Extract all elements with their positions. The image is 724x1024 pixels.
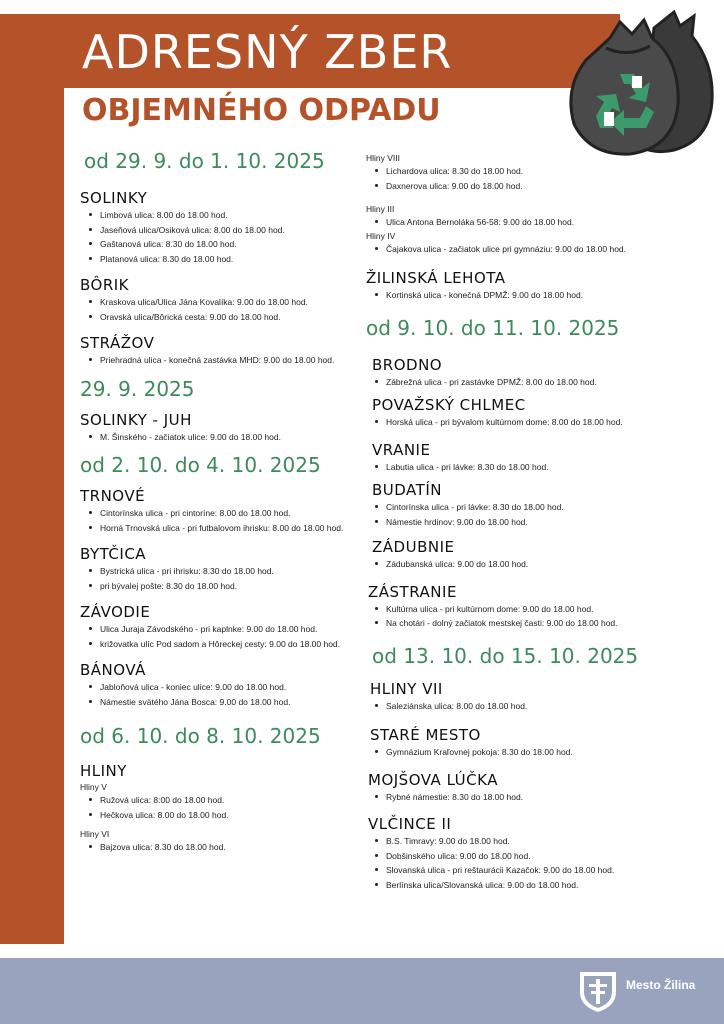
city-name: Mesto Žilina (626, 978, 696, 992)
district-name: BRODNO (372, 355, 443, 374)
page-title: ADRESNÝ ZBER (82, 25, 453, 79)
list-item: Cintorínska ulica - pri cintoríne: 8.00 do 18.00 hod. (80, 506, 360, 521)
location-list (366, 215, 706, 230)
list-item: Na chotári - dolný začiatok mestskej časti: 9.00 do 18.00 hod. (366, 616, 706, 631)
subdistrict-label: Hliny V (80, 782, 107, 792)
district-name: ŽILINSKÁ LEHOTA (366, 269, 506, 287)
list-item: Lichardova ulica: 8.30 do 18.00 hod. (366, 164, 706, 179)
list-item: Kortinská ulica - konečná DPMŽ: 9.00 do 18.00 hod. (366, 288, 706, 303)
district-name: STARÉ MESTO (370, 726, 481, 744)
list-item: Limbová ulica: 8.00 do 18.00 hod. (80, 208, 360, 223)
location-list (366, 164, 706, 193)
district-name: MOJŠOVA LÚČKA (368, 770, 498, 789)
list-item: Cintorínska ulica - pri lávke: 8.30 do 18.00 hod. (366, 500, 706, 515)
list-item: Labutia ulica - pri lávke: 8.30 do 18.00 hod. (366, 460, 706, 475)
location-list (366, 415, 706, 430)
location-list (366, 500, 706, 529)
location-list (366, 745, 706, 760)
location-list (80, 622, 360, 651)
district-name: STRÁŽOV (80, 334, 155, 352)
location-list (80, 506, 360, 535)
recycle-bag-icon (562, 8, 718, 160)
district-name: SOLINKY (80, 189, 148, 207)
period-date: od 13. 10. do 15. 10. 2025 (372, 643, 639, 668)
district-name: ZÁVODIE (80, 603, 151, 621)
location-list (366, 375, 706, 390)
list-item: Bystrická ulica - pri ihrisku: 8.30 do 18.00 hod. (80, 564, 360, 579)
list-item: Ružová ulica: 8:00 do 18.00 hod. (80, 793, 360, 808)
district-name: VRANIE (372, 440, 431, 459)
district-name: BÁNOVÁ (80, 661, 146, 679)
district-name: HLINY VII (370, 679, 443, 698)
location-list (366, 834, 706, 892)
location-list (80, 680, 360, 709)
list-item: Saleziánska ulica: 8.00 do 18.00 hod. (366, 699, 706, 714)
district-name: VLČINCE II (368, 815, 452, 833)
location-list (366, 790, 706, 805)
period-date: 29. 9. 2025 (80, 376, 195, 401)
list-item: B.S. Timravy: 9.00 do 18.00 hod. (366, 834, 706, 849)
period-date: od 2. 10. do 4. 10. 2025 (80, 453, 321, 477)
list-item: Kultúrna ulica - pri kultúrnom dome: 9.00 do 18.00 hod. (366, 602, 706, 617)
location-list (366, 242, 706, 257)
list-item: Jabloňová ulica - koniec ulice: 9.00 do 18.00 hod. (80, 680, 360, 695)
list-item: Čajakova ulica - začiatok ulice pri gymnáziu: 9.00 do 18.00 hod. (366, 242, 706, 257)
subdistrict-label: Hliny VI (80, 829, 110, 839)
district-name: BUDATÍN (372, 481, 442, 499)
location-list (366, 602, 706, 631)
district-name: SOLINKY - JUH (80, 410, 192, 429)
district-name: TRNOVÉ (80, 487, 146, 505)
list-item: križovatka ulíc Pod sadom a Hôreckej cesty: 9.00 do 18.00 hod. (80, 637, 360, 652)
list-item: Ulica Juraja Závodského - pri kaplnke: 9.00 do 18.00 hod. (80, 622, 360, 637)
list-item: Gymnázium Kraľovnej pokoja: 8.30 do 18.00 hod. (366, 745, 706, 760)
list-item: Horská ulica - pri bývalom kultúrnom dome: 8.00 do 18.00 hod. (366, 415, 706, 430)
location-list (80, 564, 360, 593)
subdistrict-label: Hliny IV (366, 230, 396, 241)
list-item: Kraskova ulica/Ulica Jána Kovalíka: 9.00 do 18.00 hod. (80, 295, 360, 310)
list-item: Dobšinského ulica: 9.00 do 18.00 hod. (366, 849, 706, 864)
list-item: Námestie hrdinov: 9.00 do 18.00 hod. (366, 515, 706, 530)
district-name: BYTČICA (80, 545, 147, 563)
district-name: ZÁSTRANIE (368, 582, 457, 601)
list-item: Daxnerova ulica: 9.00 do 18.00 hod. (366, 179, 706, 194)
period-date: od 9. 10. do 11. 10. 2025 (366, 315, 620, 340)
period-date: od 29. 9. do 1. 10. 2025 (84, 149, 325, 173)
district-name: BÔRIK (80, 276, 130, 294)
list-item: M. Šinského - začiatok ulice: 9.00 do 18.00 hod. (80, 430, 360, 445)
period-date: od 6. 10. do 8. 10. 2025 (80, 724, 321, 748)
location-list (366, 460, 706, 475)
subdistrict-label: Hliny III (366, 204, 395, 214)
list-item: Priehradná ulica - konečná zastávka MHD: 9.00 do 18.00 hod. (80, 353, 360, 368)
location-list (80, 295, 360, 324)
list-item: Ulica Antona Bernoláka 56-58: 9.00 do 18.00 hod. (366, 215, 706, 230)
district-name: POVAŽSKÝ CHLMEC (372, 396, 526, 414)
list-item: Gaštanová ulica: 8.30 do 18.00 hod. (80, 237, 360, 252)
list-item: Námestie svätého Jána Bosca: 9.00 do 18.00 hod. (80, 695, 360, 710)
location-list (80, 430, 360, 445)
district-name: ZÁDUBNIE (372, 538, 455, 556)
list-item: pri bývalej pošte: 8.30 do 18.00 hod. (80, 579, 360, 594)
location-list (366, 557, 706, 572)
zilina-coat-of-arms-icon (578, 970, 618, 1014)
location-list (366, 288, 706, 303)
list-item: Hečkova ulica: 8.00 do 18.00 hod. (80, 808, 360, 823)
location-list (366, 699, 706, 714)
subdistrict-label: Hliny VIII (366, 153, 401, 163)
list-item: Bajzova ulica: 8.30 do 18.00 hod. (80, 840, 360, 855)
location-list (80, 208, 360, 266)
district-name: HLINY (80, 762, 127, 780)
list-item: Slovanská ulica - pri reštaurácii Kazačok: 9.00 do 18.00 hod. (366, 863, 706, 878)
list-item: Zábrežná ulica - pri zastávke DPMŽ: 8.00 do 18.00 hod. (366, 375, 706, 390)
list-item: Jaseňová ulica/Osiková ulica: 8.00 do 18.00 hod. (80, 223, 360, 238)
location-list (80, 840, 360, 855)
list-item: Rybné námestie: 8.30 do 18.00 hod. (366, 790, 706, 805)
list-item: Horná Trnovská ulica - pri futbalovom ihrisku: 8.00 do 18.00 hod. (80, 521, 360, 536)
page-subtitle: OBJEMNÉHO ODPADU (82, 93, 441, 128)
right-column (366, 152, 706, 892)
list-item: Zádubanská ulica: 9.00 do 18.00 hod. (366, 557, 706, 572)
list-item: Berlínska ulica/Slovanská ulica: 9.00 do 18.00 hod. (366, 878, 706, 893)
list-item: Oravská ulica/Bôrická cesta: 9.00 do 18.00 hod. (80, 310, 360, 325)
left-column (80, 148, 360, 855)
location-list (80, 353, 360, 368)
list-item: Platanová ulica: 8.30 do 18.00 hod. (80, 252, 360, 267)
location-list (80, 793, 360, 822)
